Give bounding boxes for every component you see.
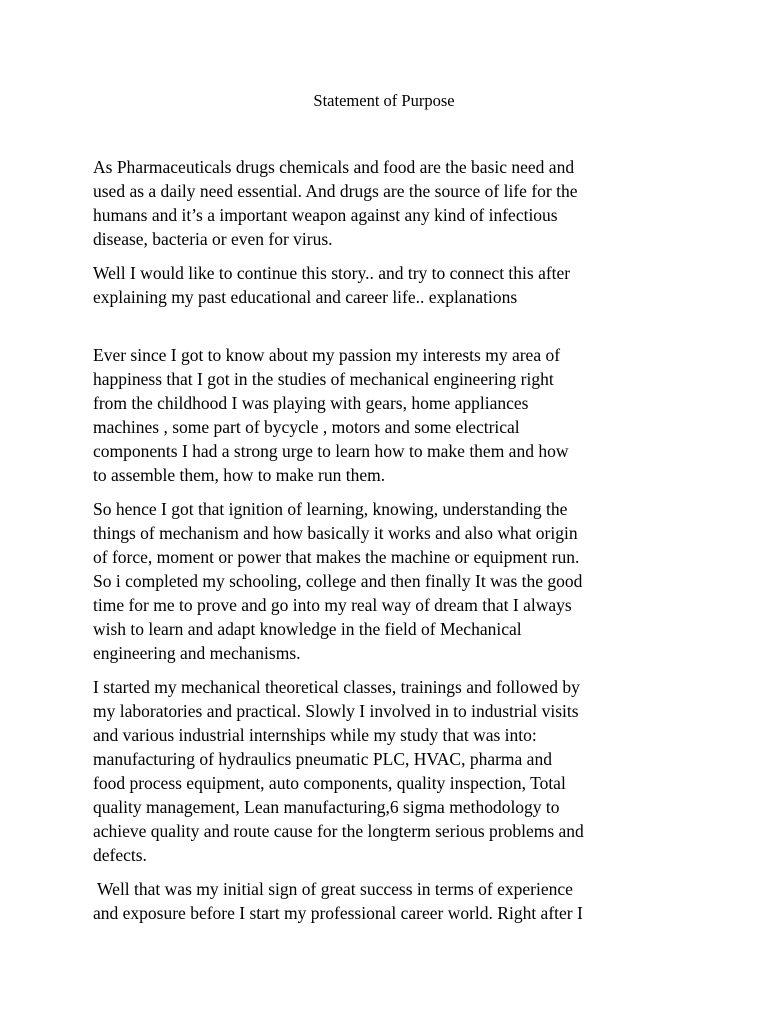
text-line: things of mechanism and how basically it works and also what origin [93,523,578,543]
text-line: wish to learn and adapt knowledge in the field of Mechanical [93,619,522,639]
text-line: from the childhood I was playing with gears, home appliances [93,393,529,413]
text-line: As Pharmaceuticals drugs chemicals and food are the basic need and [93,157,575,177]
text-line: defects. [93,845,147,865]
text-line: of force, moment or power that makes the machine or equipment run. [93,547,580,567]
text-line: machines , some part of bycycle , motors and some electrical [93,417,520,437]
document-body [93,155,683,1015]
page-title: Statement of Purpose [313,91,455,110]
paragraph [93,261,683,309]
text-line: and exposure before I start my professional career world. Right after I [93,903,583,923]
text-line: explaining my past educational and career life.. explanations [93,287,518,307]
text-line: I started my mechanical theoretical classes, trainings and followed by [93,677,580,697]
paragraph [93,675,683,867]
paragraph [93,877,683,925]
text-line: So hence I got that ignition of learning, knowing, understanding the [93,499,568,519]
text-line: used as a daily need essential. And drugs are the source of life for the [93,181,578,201]
text-line: time for me to prove and go into my real way of dream that I always [93,595,572,615]
text-line: manufacturing of hydraulics pneumatic PLC, HVAC, pharma and [93,749,552,769]
paragraph [93,343,683,487]
text-line: food process equipment, auto components, quality inspection, Total [93,773,566,793]
text-line: Ever since I got to know about my passion my interests my area of [93,345,561,365]
text-line: my laboratories and practical. Slowly I involved in to industrial visits [93,701,579,721]
text-line: to assemble them, how to make run them. [93,465,386,485]
text-line: achieve quality and route cause for the longterm serious problems and [93,821,584,841]
text-line: engineering and mechanisms. [93,643,301,663]
text-line: humans and it’s a important weapon against any kind of infectious [93,205,558,225]
text-line: So i completed my schooling, college and then finally It was the good [93,571,583,591]
paragraph [93,155,683,251]
text-line: Well that was my initial sign of great success in terms of experience [93,879,573,899]
text-line: components I had a strong urge to learn how to make them and how [93,441,569,461]
text-line: quality management, Lean manufacturing,6 sigma methodology to [93,797,560,817]
paragraph [93,497,683,665]
text-line: disease, bacteria or even for virus. [93,229,333,249]
text-line: and various industrial internships while my study that was into: [93,725,537,745]
text-line: happiness that I got in the studies of mechanical engineering right [93,369,554,389]
text-line: Well I would like to continue this story.. and try to connect this after [93,263,571,283]
